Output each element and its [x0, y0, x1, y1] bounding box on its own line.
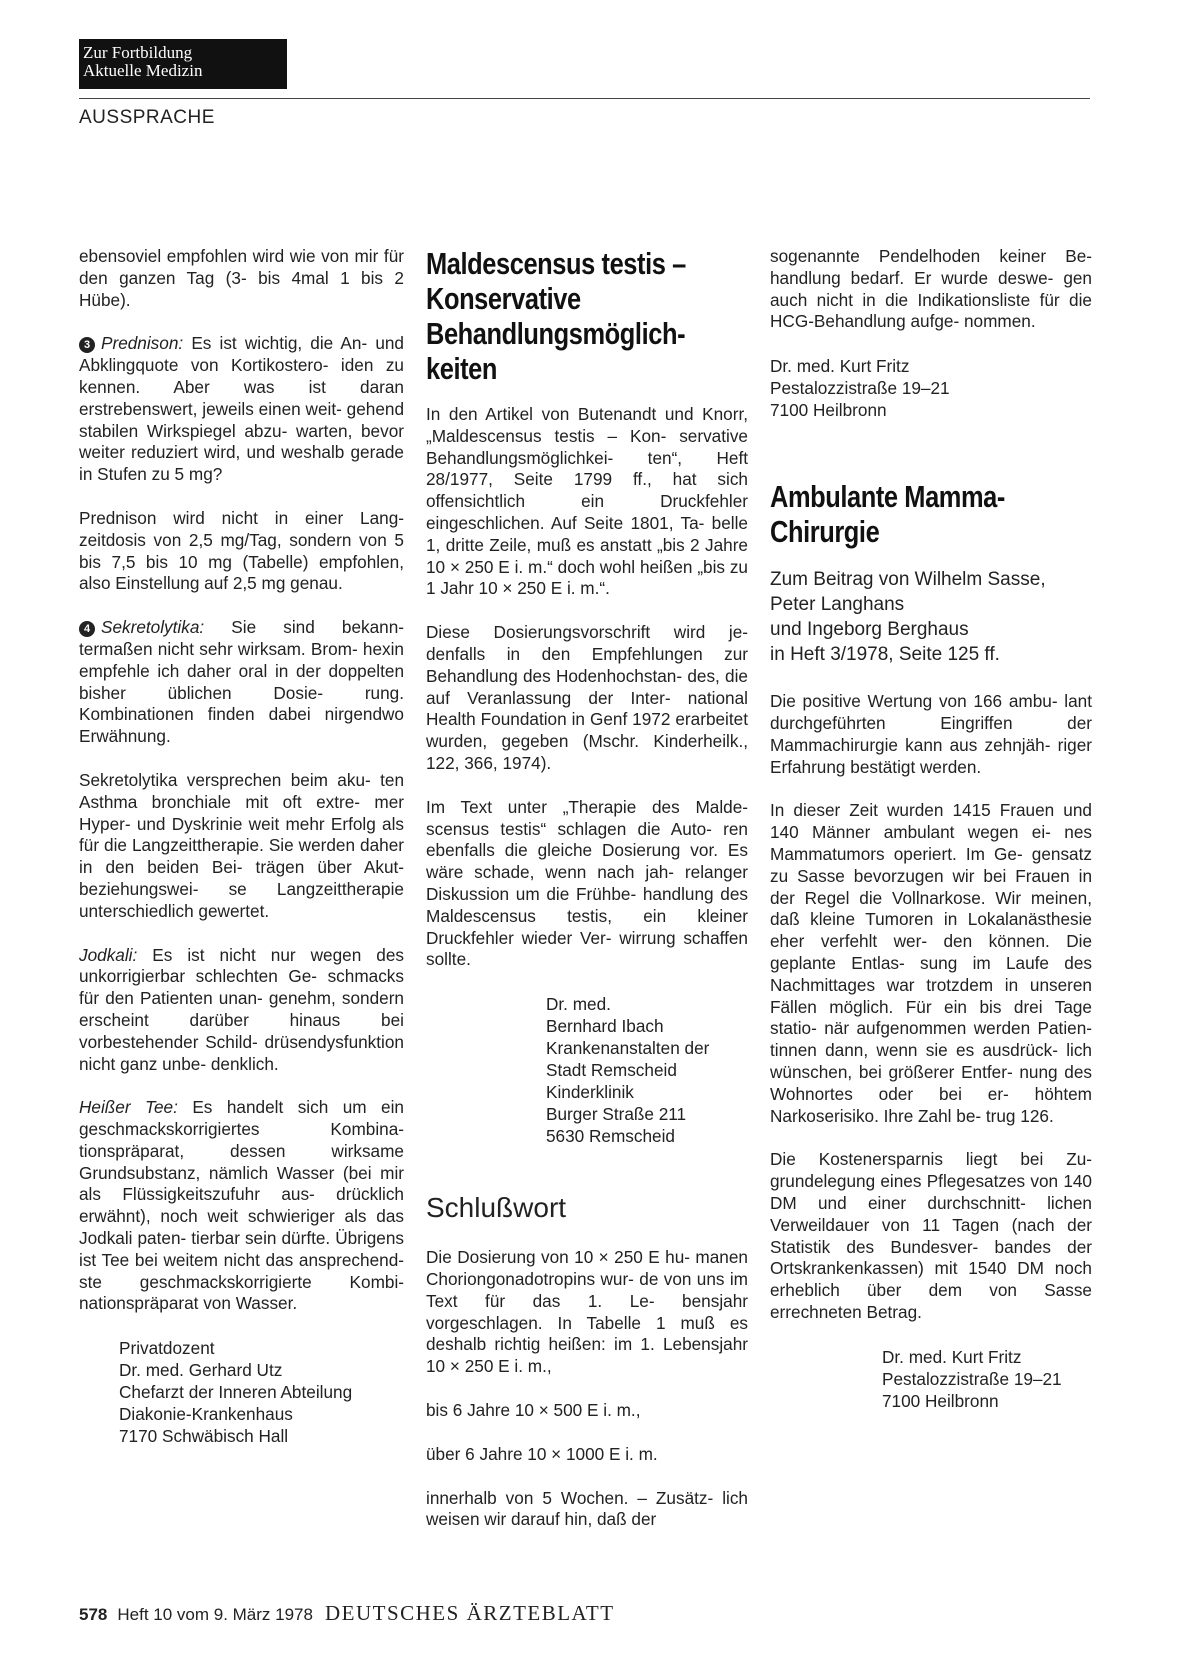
signature-line: Dr. med. Gerhard Utz [119, 1360, 283, 1381]
paragraph: Die positive Wertung von 166 ambu- lant durchgeführten Eingriffen der Mammachirurgie kann aus zehnjäh- riger Erfahrung bestätigt werden. [770, 691, 1092, 777]
rubric-line-2: Aktuelle Medizin [83, 61, 203, 80]
reference-line: und Ingeborg Berghaus [770, 619, 969, 641]
journal-name: DEUTSCHES ÄRZTEBLATT [324, 1601, 615, 1625]
number-3-icon: 3 [79, 337, 95, 353]
headline-maldescensus: Maldescensus testis – Konservative Behandlungsmöglich- keiten [426, 246, 686, 386]
page-footer [79, 1601, 615, 1626]
signature-line: Pestalozzistraße 19–21 [770, 378, 950, 399]
signature-line: Kinderklinik [546, 1082, 634, 1103]
section-label: AUSSPRACHE [79, 107, 215, 128]
paragraph: innerhalb von 5 Wochen. – Zusätz- lich weisen wir darauf hin, daß der [426, 1487, 748, 1530]
signature-line: Privatdozent [119, 1338, 215, 1359]
paragraph-text: Es ist nicht nur wegen des unkorrigierbar schlechten Ge- schmacks für den Patienten unan- genehm, sondern erscheint darüber hinaus bei vorbestehender Schild- drüsendysfunktion nicht ganz unbe- denklich. [79, 944, 404, 1074]
paragraph: Prednison wird nicht in einer Lang- zeitdosis von 2,5 mg/Tag, sondern von 5 bis 7,5 bis 10 mg (Tabelle) empfohlen, also Einstellung auf 2,5 mg genau. [79, 507, 404, 594]
paragraph: ebensoviel empfohlen wird wie von mir für den ganzen Tag (3- bis 4mal 1 bis 2 Hübe). [79, 246, 404, 310]
signature-line: 7100 Heilbronn [882, 1390, 999, 1411]
column-2 [426, 246, 748, 1553]
signature-line: Dr. med. Kurt Fritz [770, 356, 910, 377]
signature-line: Krankenanstalten der [546, 1038, 710, 1059]
signature-line: Dr. med. [546, 994, 611, 1015]
signature-line: Bernhard Ibach [546, 1016, 664, 1037]
paragraph: In den Artikel von Butenandt und Knorr, „Maldescensus testis – Kon- servative Behandlungsmöglichkei- ten“, Heft 28/1977, Seite 1799 ff., hat sich offensichtlich ein Druckfehler eingeschlichen. Auf Seite 1801, Ta- belle 1, dritte Zeile, muß es anstatt „bis 2 Jahre 10 × 250 E i. m.“ doch wohl heißen „bis zu 1 Jahr 10 × 250 E i. m.“. [426, 404, 748, 599]
reference-line: Peter Langhans [770, 594, 905, 616]
dose-line: über 6 Jahre 10 × 1000 E i. m. [426, 1443, 658, 1464]
column-1 [79, 246, 404, 1467]
signature-line: 7100 Heilbronn [770, 400, 887, 421]
header-rule [79, 98, 1090, 99]
paragraph-text: Es handelt sich um ein geschmackskorrigiertes Kombina- tionspräparat, dessen wirksame Grundsubstanz, nämlich Wasser (bei mir als Flüssigkeitszufuhr aus- drücklich erwähnt), noch weit schwieriger als das Jodkali paten- tierbar sein dürfte. Übrigens ist Tee bei weitem nicht das ansprechend- ste geschmackskorrigierte Kombi- nationspräparat von Wasser. [79, 1097, 404, 1314]
paragraph-sekretolytika [79, 617, 404, 748]
reference-line: Zum Beitrag von Wilhelm Sasse, [770, 569, 1046, 591]
paragraph: In dieser Zeit wurden 1415 Frauen und 140 Männer ambulant wegen ei- nes Mammatumors operiert. Im Ge- gensatz zu Sasse bevorzugen wir bei Frauen in der Regel die Vollnarkose. Wir meinen, daß kleine Tumoren in Lokalanästhesie eher verfehlt wer- den können. Die geplante Entlas- sung im Laufe des Nachmittages war trotzdem in unseren Fällen möglich. Für ein bis drei Tage statio- när aufgenommen werden Patien- tinnen dann, wenn sie es ausdrück- lich wünschen, bei größerer Entfer- nung des Wohnortes oder bei er- höhtem Narkoserisiko. Ihre Zahl be- trug 126. [770, 800, 1092, 1126]
column-3 [770, 246, 1092, 1432]
paragraph: Sekretolytika versprechen beim aku- ten Asthma bronchiale mit oft extre- mer Hyper- und Dyskrinie weit mehr Erfolg als für die Langzeittherapie. Sie werden daher in den beiden Bei- trägen über Akut- beziehungswei- se Langzeittherapie unterschiedlich gewertet. [79, 769, 404, 921]
signature-line: Diakonie-Krankenhaus [119, 1404, 293, 1425]
paragraph: Die Kostenersparnis liegt bei Zu- grundelegung eines Pflegesatzes von 140 DM und einer durchschnitt- lichen Verweildauer von 11 Tagen (nach der Statistik des Bundesver- bandes der Ortskrankenkassen) mit 1540 DM noch erheblich über dem von Sasse errechneten Betrag. [770, 1149, 1092, 1322]
article-reference [770, 567, 1092, 667]
paragraph-jodkali [79, 945, 404, 1076]
paragraph-lead: Prednison: [101, 333, 184, 354]
signature-utz [119, 1337, 404, 1447]
paragraph-prednison [79, 333, 404, 486]
paragraph-tee [79, 1097, 404, 1315]
rubric-line-1: Zur Fortbildung [83, 43, 193, 62]
paragraph-text: Es ist wichtig, die An- und Abklingquote von Kortikostero- iden zu kennen. Aber was ist daran erstrebenswert, jeweils einen weit- gehend stabilen Wirkspiegel abzu- warten, bevor weiter reduziert wird, und weshalb gerade in Stufen zu 5 mg? [79, 333, 404, 485]
signature-line: 7170 Schwäbisch Hall [119, 1426, 289, 1447]
paragraph: Im Text unter „Therapie des Malde- scensus testis“ schlagen die Auto- ren ebenfalls die gleiche Dosierung vor. Es wäre schade, wenn nach jah- relanger Diskussion um die Frühbe- handlung des Maldescensus testis, ein kleiner Druckfehler wieder Ver- wirrung schaffen sollte. [426, 796, 748, 970]
signature-butenandt [770, 355, 1092, 421]
signature-fritz [882, 1346, 1092, 1412]
paragraph-lead: Sekretolytika: [101, 617, 205, 638]
signature-line: Stadt Remscheid [546, 1060, 677, 1081]
signature-line: Pestalozzistraße 19–21 [882, 1368, 1062, 1389]
signature-ibach [546, 993, 748, 1147]
signature-line: Dr. med. Kurt Fritz [882, 1346, 1022, 1367]
paragraph-text: Sie sind bekann- termaßen nicht sehr wirksam. Brom- hexin empfehle ich daher oral in der doppelten bisher üblichen Dosie- rung. Kombinationen finden dabei nirgendwo Erwähnung. [79, 617, 404, 747]
signature-line: 5630 Remscheid [546, 1126, 675, 1147]
number-4-icon: 4 [79, 621, 95, 637]
signature-line: Chefarzt der Inneren Abteilung [119, 1382, 353, 1403]
subhead-schlusswort: Schlußwort [426, 1192, 567, 1224]
headline-mamma-chirurgie: Ambulante Mamma-Chirurgie [770, 479, 1005, 550]
dose-line: bis 6 Jahre 10 × 500 E i. m., [426, 1399, 641, 1420]
paragraph: sogenannte Pendelhoden keiner Be- handlung bedarf. Er wurde deswe- gen auch nicht in die Indikationsliste für die HCG-Behandlung aufge- nommen. [770, 246, 1092, 332]
paragraph: Die Dosierung von 10 × 250 E hu- manen Choriongonadotropins wur- de von uns im Text für das 1. Le- bensjahr vorgeschlagen. In Tabelle 1 muß es deshalb richtig heißen: im 1. Lebensjahr 10 × 250 E i. m., [426, 1247, 748, 1377]
issue-info: Heft 10 vom 9. März 1978 [117, 1605, 313, 1624]
reference-line: in Heft 3/1978, Seite 125 ff. [770, 644, 1000, 666]
signature-line: Burger Straße 211 [546, 1104, 687, 1125]
page-number: 578 [79, 1605, 108, 1624]
paragraph: Diese Dosierungsvorschrift wird je- denfalls in den Empfehlungen zur Behandlung des Hodenhochstan- des, die auf Veranlassung der Inter- national Health Foundation in Genf 1972 erarbeitet wurden, gegeben (Mschr. Kinderheilk., 122, 366, 1974). [426, 622, 748, 773]
rubric-box [79, 39, 287, 89]
paragraph-lead: Heißer Tee: [79, 1097, 178, 1118]
paragraph-lead: Jodkali: [79, 944, 138, 965]
